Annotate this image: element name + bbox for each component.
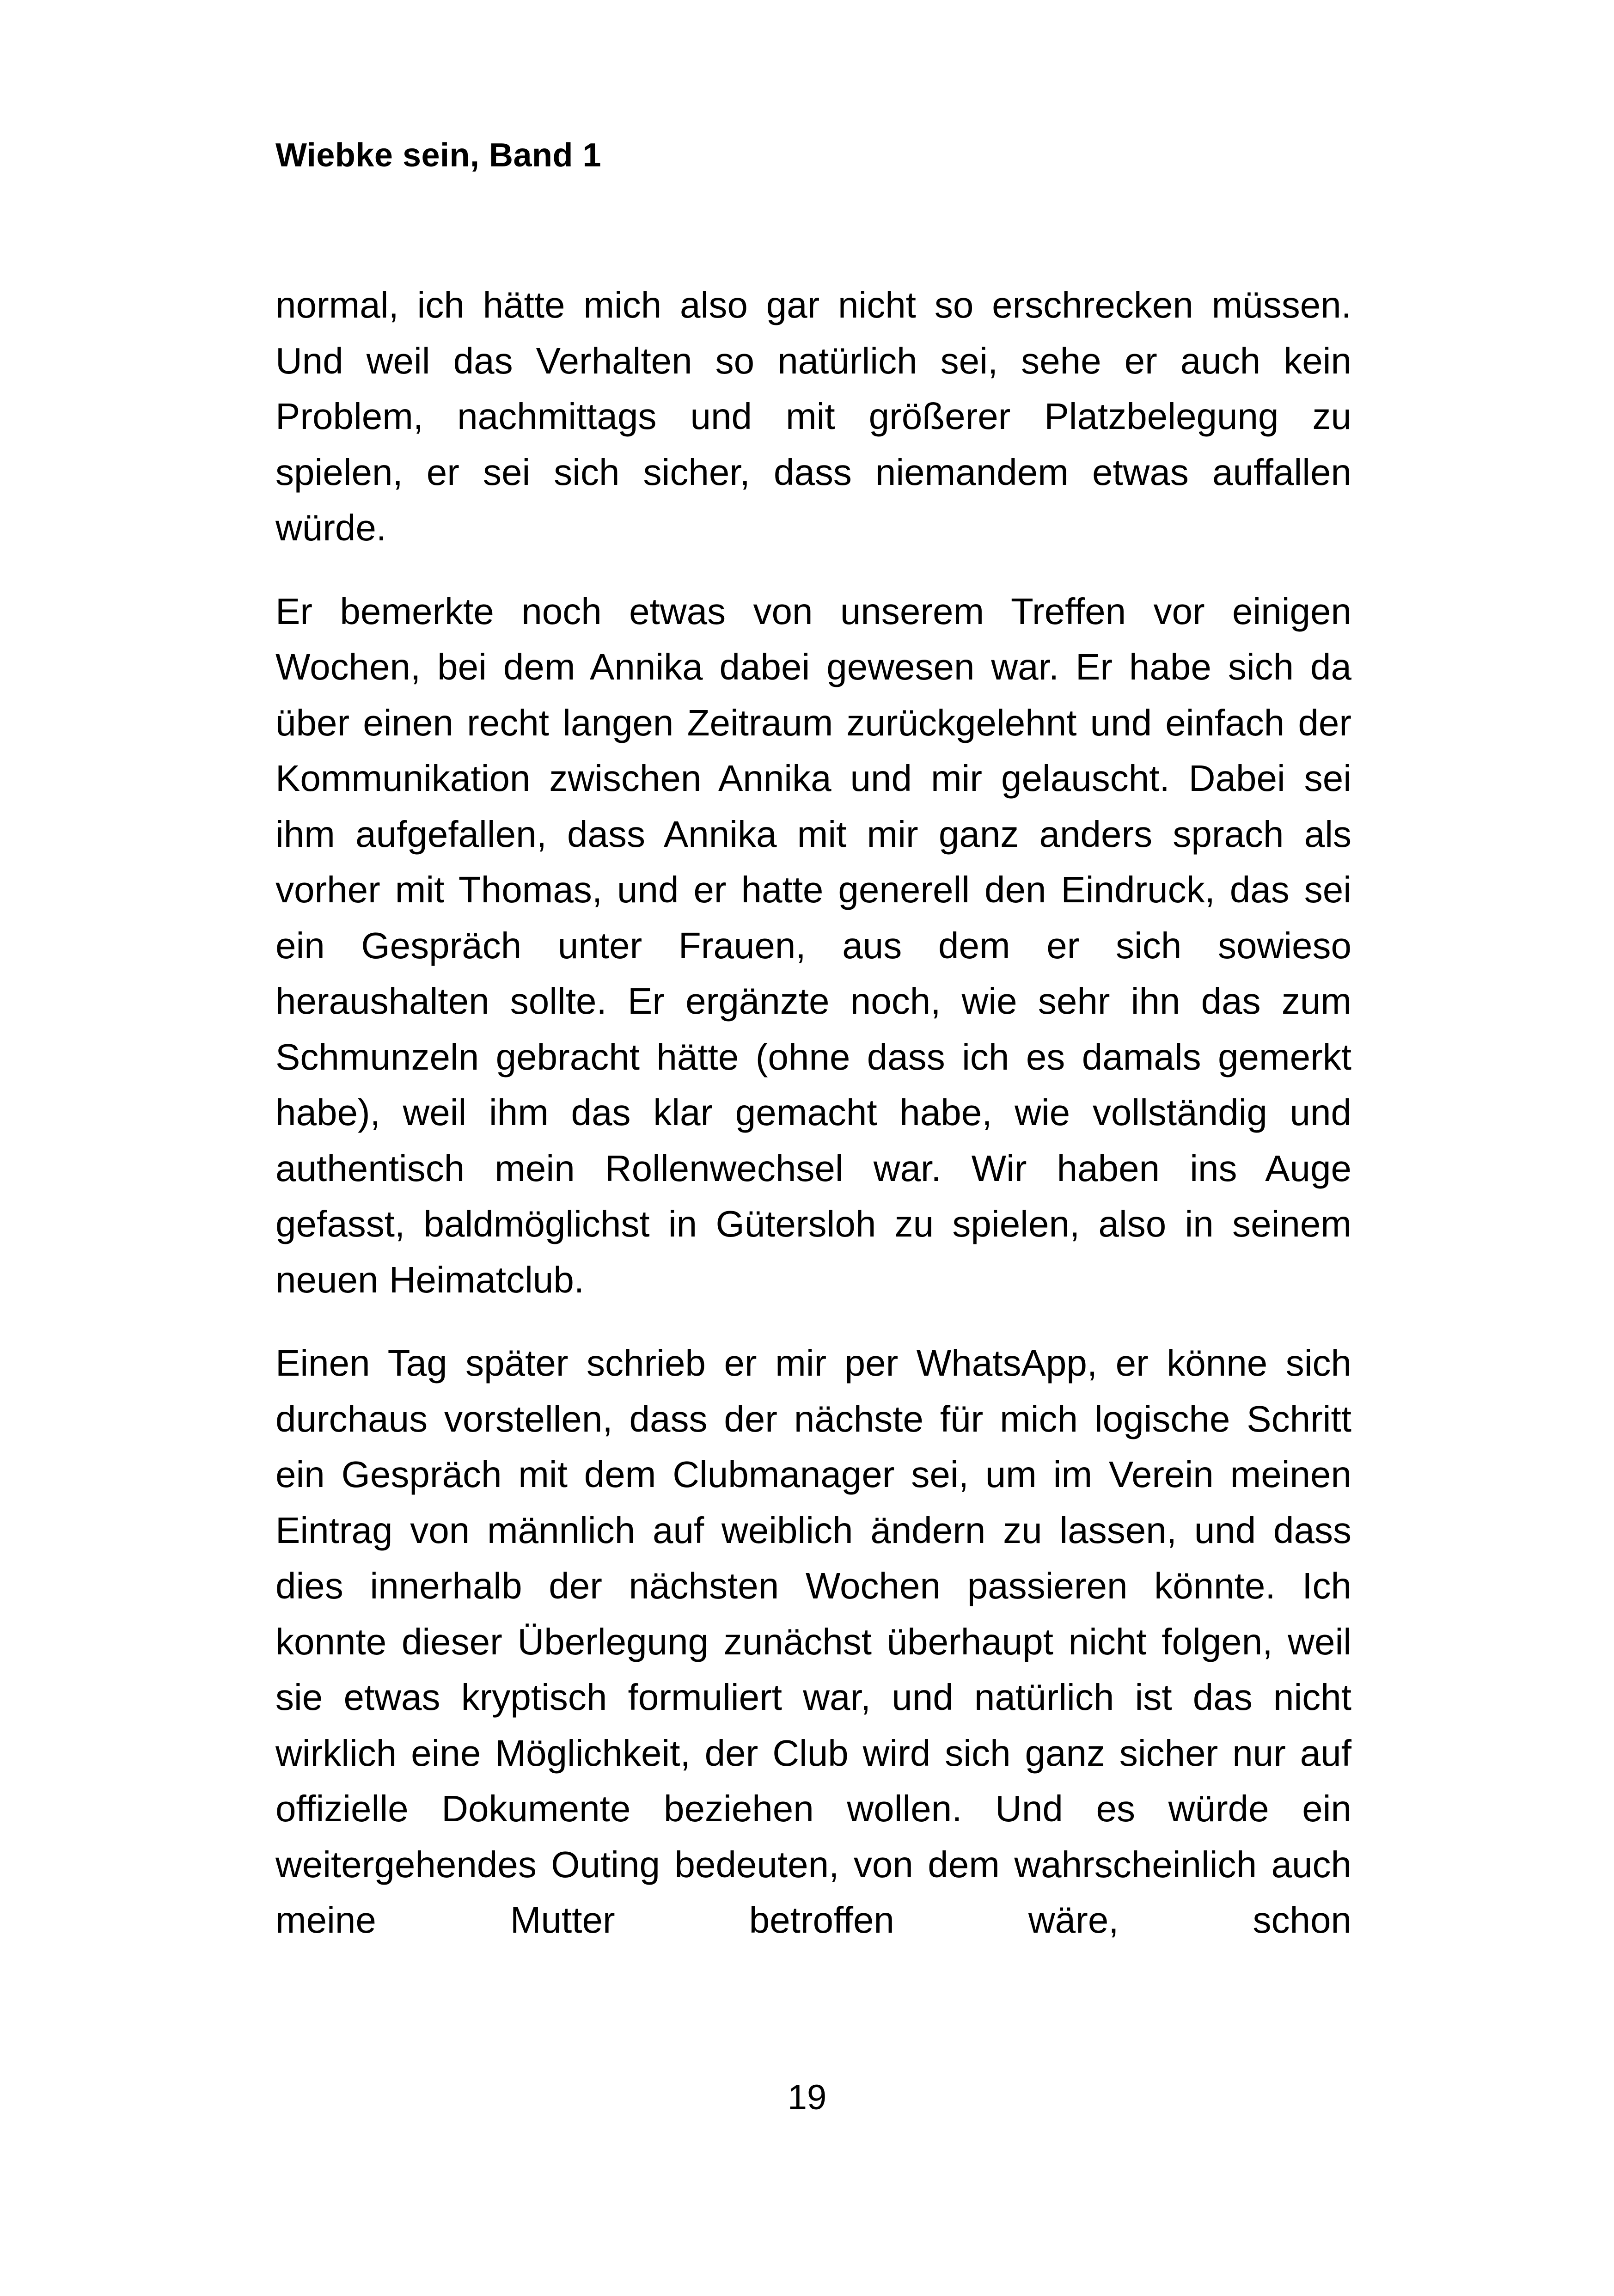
paragraph-1: normal, ich hätte mich also gar nicht so erschrecken müssen. Und weil das Verhalten so natürlich sei, sehe er auch kein Problem, nachmittags und mit größerer Platzbelegung zu spielen, er sei sich sicher, dass niemandem etwas auffallen würde. [275, 284, 1351, 548]
paragraph-3: Einen Tag später schrieb er mir per WhatsApp, er könne sich durchaus vorstellen, dass der nächste für mich logische Schritt ein Gespräch mit dem Clubmanager sei, um im Verein meinen Eintrag von männlich auf weiblich ändern zu lassen, und dass dies innerhalb der nächsten Wochen passieren könnte. Ich konnte dieser Überlegung zunächst überhaupt nicht folgen, weil sie etwas kryptisch formuliert war, und natürlich ist das nicht wirklich eine Möglichkeit, der Club wird sich ganz sicher nur auf offizielle Dokumente beziehen wollen. Und es würde ein weitergehendes Outing bedeuten, von dem wahrscheinlich auch meine Mutter betroffen wäre, schon [275, 1342, 1351, 1941]
page-number: 19 [787, 2078, 827, 2117]
paragraph-2: Er bemerkte noch etwas von unserem Treffen vor einigen Wochen, bei dem Annika dabei gewesen war. Er habe sich da über einen recht langen Zeitraum zurückgelehnt und einfach der Kommunikation zwischen Annika und mir gelauscht. Dabei sei ihm aufgefallen, dass Annika mit mir ganz anders sprach als vorher mit Thomas, und er hatte generell den Eindruck, das sei ein Gespräch unter Frauen, aus dem er sich sowieso heraushalten sollte. Er ergänzte noch, wie sehr ihn das zum Schmunzeln gebracht hätte (ohne dass ich es damals gemerkt habe), weil ihm das klar gemacht habe, wie vollständig und authentisch mein Rollenwechsel war. Wir haben ins Auge gefasst, baldmöglichst in Gütersloh zu spielen, also in seinem neuen Heimatclub. [275, 590, 1351, 1300]
body-text [275, 277, 1351, 1948]
running-header: Wiebke sein, Band 1 [275, 137, 602, 174]
